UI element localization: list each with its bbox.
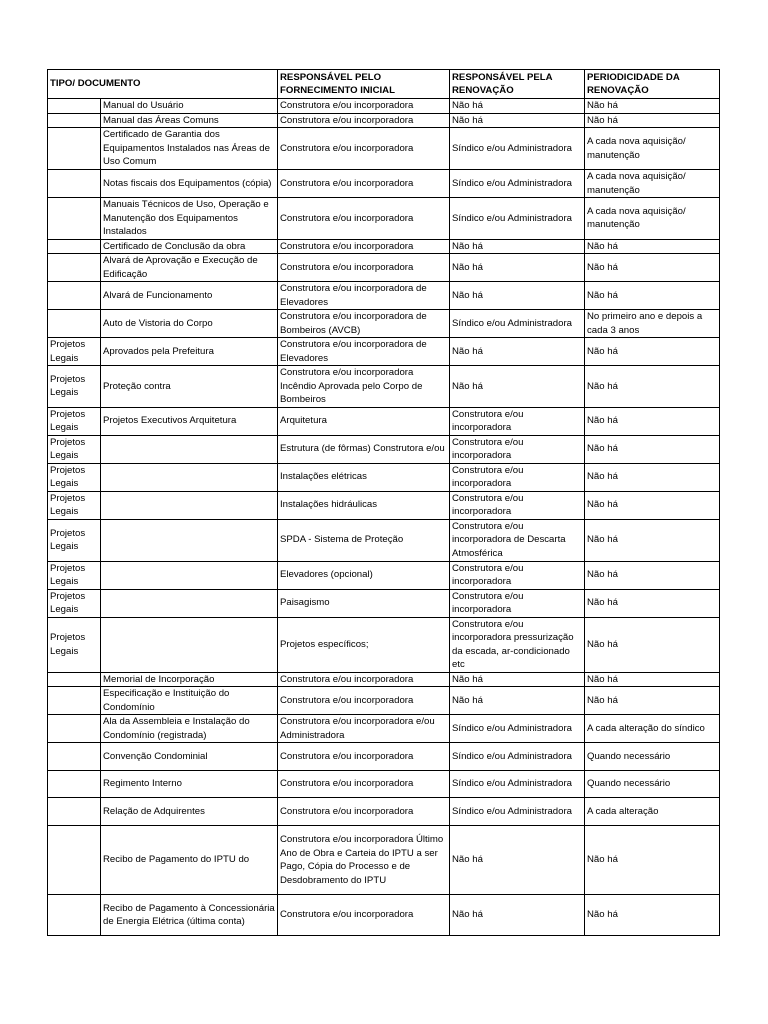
cell-documento: Notas fiscais dos Equipamentos (cópia) xyxy=(101,170,278,198)
cell-tipo: Projetos Legais xyxy=(48,338,101,366)
cell-tipo xyxy=(48,239,101,254)
header-periodicidade: PERIODICIDADE DA RENOVAÇÃO xyxy=(585,70,720,99)
table-row xyxy=(48,715,720,743)
cell-renovacao: Não há xyxy=(450,239,585,254)
cell-periodicidade: Não há xyxy=(585,366,720,408)
cell-tipo: Projetos Legais xyxy=(48,519,101,561)
cell-documento: Manual das Áreas Comuns xyxy=(101,113,278,128)
cell-documento: Recibo de Pagamento do IPTU do xyxy=(101,826,278,895)
cell-tipo: Projetos Legais xyxy=(48,617,101,672)
cell-fornecimento: Construtora e/ou incorporadora Incêndio Aprovada pelo Corpo de Bombeiros xyxy=(278,366,450,408)
cell-documento: Certificado de Garantia dos Equipamentos Instalados nas Áreas de Uso Comum xyxy=(101,128,278,170)
cell-fornecimento: Elevadores (opcional) xyxy=(278,561,450,589)
cell-renovacao: Síndico e/ou Administradora xyxy=(450,771,585,798)
cell-renovacao: Não há xyxy=(450,687,585,715)
cell-periodicidade: A cada nova aquisição/ manutenção xyxy=(585,170,720,198)
cell-periodicidade: A cada alteração do síndico xyxy=(585,715,720,743)
table-row xyxy=(48,771,720,798)
cell-periodicidade: Não há xyxy=(585,239,720,254)
cell-tipo xyxy=(48,672,101,687)
cell-periodicidade: Não há xyxy=(585,99,720,114)
cell-documento xyxy=(101,617,278,672)
cell-fornecimento: Construtora e/ou incorporadora xyxy=(278,113,450,128)
cell-renovacao: Construtora e/ou incorporadora xyxy=(450,435,585,463)
cell-documento: Aprovados pela Prefeitura xyxy=(101,338,278,366)
cell-renovacao: Síndico e/ou Administradora xyxy=(450,743,585,771)
cell-renovacao: Síndico e/ou Administradora xyxy=(450,170,585,198)
table-row xyxy=(48,463,720,491)
table-row xyxy=(48,672,720,687)
cell-renovacao: Construtora e/ou incorporadora xyxy=(450,561,585,589)
cell-documento: Memorial de Incorporação xyxy=(101,672,278,687)
cell-renovacao: Síndico e/ou Administradora xyxy=(450,798,585,826)
cell-periodicidade: Não há xyxy=(585,617,720,672)
cell-periodicidade: Não há xyxy=(585,826,720,895)
table-row xyxy=(48,338,720,366)
cell-documento: Proteção contra xyxy=(101,366,278,408)
cell-tipo: Projetos Legais xyxy=(48,561,101,589)
cell-documento xyxy=(101,491,278,519)
cell-renovacao: Síndico e/ou Administradora xyxy=(450,198,585,240)
cell-fornecimento: Construtora e/ou incorporadora xyxy=(278,239,450,254)
cell-periodicidade: Não há xyxy=(585,407,720,435)
cell-fornecimento: Construtora e/ou incorporadora xyxy=(278,672,450,687)
cell-tipo xyxy=(48,170,101,198)
cell-fornecimento: Construtora e/ou incorporadora xyxy=(278,895,450,936)
cell-tipo: Projetos Legais xyxy=(48,589,101,617)
cell-renovacao: Construtora e/ou incorporadora xyxy=(450,589,585,617)
cell-fornecimento: Instalações elétricas xyxy=(278,463,450,491)
cell-renovacao: Síndico e/ou Administradora xyxy=(450,715,585,743)
cell-renovacao: Síndico e/ou Administradora xyxy=(450,128,585,170)
cell-tipo: Projetos Legais xyxy=(48,435,101,463)
cell-fornecimento: Construtora e/ou incorporadora xyxy=(278,743,450,771)
cell-documento: Manual do Usuário xyxy=(101,99,278,114)
cell-tipo xyxy=(48,128,101,170)
cell-renovacao: Não há xyxy=(450,826,585,895)
cell-periodicidade: Não há xyxy=(585,687,720,715)
cell-fornecimento: Construtora e/ou incorporadora xyxy=(278,687,450,715)
cell-renovacao: Não há xyxy=(450,113,585,128)
cell-renovacao: Não há xyxy=(450,366,585,408)
table-row xyxy=(48,435,720,463)
cell-tipo xyxy=(48,895,101,936)
cell-tipo: Projetos Legais xyxy=(48,407,101,435)
cell-renovacao: Síndico e/ou Administradora xyxy=(450,310,585,338)
cell-fornecimento: Construtora e/ou incorporadora xyxy=(278,771,450,798)
table-row xyxy=(48,687,720,715)
table-row xyxy=(48,589,720,617)
table-row xyxy=(48,170,720,198)
cell-renovacao: Não há xyxy=(450,282,585,310)
header-responsavel-fornecimento: RESPONSÁVEL PELO FORNECIMENTO INICIAL xyxy=(278,70,450,99)
cell-periodicidade: Não há xyxy=(585,282,720,310)
cell-tipo xyxy=(48,254,101,282)
cell-fornecimento: Projetos específicos; xyxy=(278,617,450,672)
cell-tipo xyxy=(48,282,101,310)
cell-tipo xyxy=(48,715,101,743)
cell-periodicidade: Não há xyxy=(585,561,720,589)
cell-documento: Projetos Executivos Arquitetura xyxy=(101,407,278,435)
cell-renovacao: Não há xyxy=(450,895,585,936)
cell-fornecimento: SPDA - Sistema de Proteção xyxy=(278,519,450,561)
table-row xyxy=(48,491,720,519)
cell-periodicidade: Quando necessário xyxy=(585,771,720,798)
cell-renovacao: Construtora e/ou incorporadora pressurização da escada, ar-condicionado etc xyxy=(450,617,585,672)
cell-documento xyxy=(101,561,278,589)
cell-renovacao: Não há xyxy=(450,338,585,366)
cell-periodicidade: Não há xyxy=(585,463,720,491)
table-row xyxy=(48,366,720,408)
cell-documento xyxy=(101,589,278,617)
table-row xyxy=(48,826,720,895)
cell-fornecimento: Instalações hidráulicas xyxy=(278,491,450,519)
cell-documento: Alvará de Aprovação e Execução de Edificação xyxy=(101,254,278,282)
cell-periodicidade: No primeiro ano e depois a cada 3 anos xyxy=(585,310,720,338)
cell-documento xyxy=(101,519,278,561)
cell-documento: Certificado de Conclusão da obra xyxy=(101,239,278,254)
cell-periodicidade: A cada alteração xyxy=(585,798,720,826)
cell-renovacao: Construtora e/ou incorporadora xyxy=(450,407,585,435)
table-row xyxy=(48,617,720,672)
table-row xyxy=(48,743,720,771)
cell-documento xyxy=(101,463,278,491)
cell-periodicidade: Não há xyxy=(585,254,720,282)
table-row xyxy=(48,310,720,338)
cell-fornecimento: Construtora e/ou incorporadora de Bombeiros (AVCB) xyxy=(278,310,450,338)
header-tipo-documento: TIPO/ DOCUMENTO xyxy=(48,70,278,99)
cell-tipo: Projetos Legais xyxy=(48,366,101,408)
cell-tipo xyxy=(48,771,101,798)
table-row xyxy=(48,254,720,282)
cell-documento: Regimento Interno xyxy=(101,771,278,798)
cell-periodicidade: Não há xyxy=(585,435,720,463)
cell-fornecimento: Construtora e/ou incorporadora de Elevadores xyxy=(278,282,450,310)
cell-periodicidade: Quando necessário xyxy=(585,743,720,771)
documents-table xyxy=(47,69,720,936)
cell-periodicidade: A cada nova aquisição/ manutenção xyxy=(585,198,720,240)
cell-fornecimento: Construtora e/ou incorporadora xyxy=(278,254,450,282)
cell-periodicidade: Não há xyxy=(585,338,720,366)
cell-documento: Relação de Adquirentes xyxy=(101,798,278,826)
cell-fornecimento: Construtora e/ou incorporadora Último Ano de Obra e Carteia do IPTU a ser Pago, Cópia do Processo e de Desdobramento do IPTU xyxy=(278,826,450,895)
table-row xyxy=(48,239,720,254)
cell-tipo xyxy=(48,743,101,771)
table-row xyxy=(48,128,720,170)
cell-tipo xyxy=(48,826,101,895)
cell-fornecimento: Construtora e/ou incorporadora xyxy=(278,798,450,826)
cell-renovacao: Construtora e/ou incorporadora de Descarta Atmosférica xyxy=(450,519,585,561)
cell-periodicidade: A cada nova aquisição/ manutenção xyxy=(585,128,720,170)
cell-renovacao: Não há xyxy=(450,672,585,687)
table-row xyxy=(48,99,720,114)
cell-fornecimento: Estrutura (de fôrmas) Construtora e/ou xyxy=(278,435,450,463)
cell-tipo xyxy=(48,687,101,715)
cell-documento: Recibo de Pagamento à Concessionária de Energia Elétrica (última conta) xyxy=(101,895,278,936)
cell-fornecimento: Construtora e/ou incorporadora xyxy=(278,170,450,198)
cell-periodicidade: Não há xyxy=(585,491,720,519)
table-header-row xyxy=(48,70,720,99)
table-row xyxy=(48,561,720,589)
cell-documento: Alvará de Funcionamento xyxy=(101,282,278,310)
cell-fornecimento: Construtora e/ou incorporadora xyxy=(278,128,450,170)
cell-fornecimento: Construtora e/ou incorporadora xyxy=(278,99,450,114)
cell-renovacao: Construtora e/ou incorporadora xyxy=(450,491,585,519)
header-responsavel-renovacao: RESPONSÁVEL PELA RENOVAÇÃO xyxy=(450,70,585,99)
cell-tipo: Projetos Legais xyxy=(48,491,101,519)
cell-documento: Especificação e Instituição do Condomínio xyxy=(101,687,278,715)
cell-tipo xyxy=(48,798,101,826)
table-row xyxy=(48,407,720,435)
table-row xyxy=(48,113,720,128)
cell-tipo xyxy=(48,310,101,338)
table-body xyxy=(48,99,720,936)
cell-periodicidade: Não há xyxy=(585,672,720,687)
table-row xyxy=(48,282,720,310)
cell-periodicidade: Não há xyxy=(585,895,720,936)
cell-fornecimento: Construtora e/ou incorporadora xyxy=(278,198,450,240)
cell-fornecimento: Paisagismo xyxy=(278,589,450,617)
cell-documento: Manuais Técnicos de Uso, Operação e Manutenção dos Equipamentos Instalados xyxy=(101,198,278,240)
cell-periodicidade: Não há xyxy=(585,113,720,128)
cell-documento xyxy=(101,435,278,463)
cell-tipo xyxy=(48,99,101,114)
cell-periodicidade: Não há xyxy=(585,519,720,561)
cell-documento: Convenção Condominial xyxy=(101,743,278,771)
table-row xyxy=(48,198,720,240)
cell-periodicidade: Não há xyxy=(585,589,720,617)
cell-renovacao: Não há xyxy=(450,254,585,282)
cell-tipo: Projetos Legais xyxy=(48,463,101,491)
cell-tipo xyxy=(48,198,101,240)
table-row xyxy=(48,798,720,826)
cell-documento: Auto de Vistoria do Corpo xyxy=(101,310,278,338)
table-row xyxy=(48,895,720,936)
cell-tipo xyxy=(48,113,101,128)
cell-fornecimento: Arquitetura xyxy=(278,407,450,435)
cell-renovacao: Construtora e/ou incorporadora xyxy=(450,463,585,491)
cell-fornecimento: Construtora e/ou incorporadora de Elevadores xyxy=(278,338,450,366)
cell-fornecimento: Construtora e/ou incorporadora e/ou Administradora xyxy=(278,715,450,743)
cell-documento: Ala da Assembleia e Instalação do Condomínio (registrada) xyxy=(101,715,278,743)
cell-renovacao: Não há xyxy=(450,99,585,114)
table-row xyxy=(48,519,720,561)
